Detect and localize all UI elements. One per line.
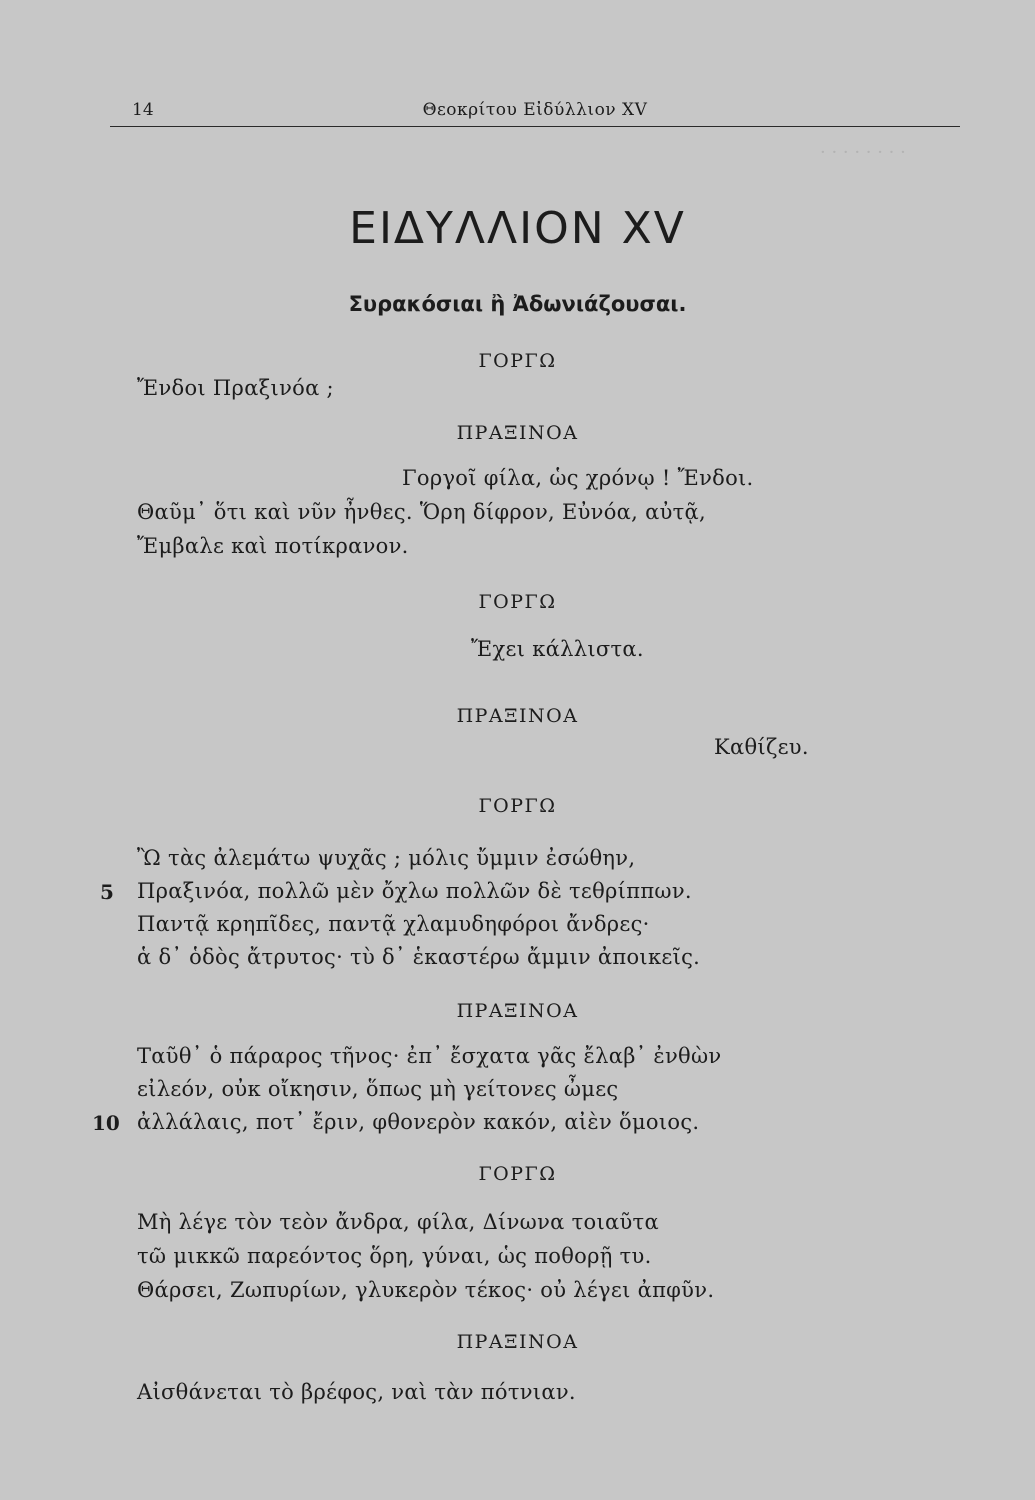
verse-line: Γοργοῖ φίλα, ὡς χρόνῳ ! Ἔνδοι. <box>402 466 754 490</box>
verse-line: Θάρσει, Ζωπυρίων, γλυκερὸν τέκος· οὐ λέγει ἀπφῦν. <box>137 1278 715 1302</box>
verse-line: ἀλλάλαις, ποτ᾽ ἔριν, φθονερὸν κακόν, αἰὲν ὅμοιος. <box>137 1110 700 1134</box>
verse-line: Ἔμβαλε καὶ ποτίκρανον. <box>137 534 409 558</box>
speaker-name: ΠΡΑΞΙΝΟΑ <box>456 422 579 444</box>
verse-line: Παντᾷ κρηπῖδες, παντᾷ χλαμυδηφόροι ἄνδρες· <box>137 912 650 936</box>
verse-line: εἰλεόν, οὐκ οἴκησιν, ὅπως μὴ γείτονες ὦμες <box>137 1077 619 1101</box>
idyll-subtitle: Συρακόσιαι ἢ Ἀδωνιάζουσαι. <box>348 292 687 316</box>
verse-line: τῶ μικκῶ παρεόντος ὅρη, γύναι, ὡς ποθορῇ τυ. <box>137 1244 652 1268</box>
verse-line: Θαῦμ᾽ ὅτι καὶ νῦν ἦνθες. Ὅρη δίφρον, Εὐνόα, αὐτᾷ, <box>137 500 707 524</box>
running-title: Θεοκρίτου Εἰδύλλιον XV <box>422 100 648 120</box>
idyll-title: ΕΙΔΥΛΛΙΟΝ XV <box>349 203 686 254</box>
speaker-name: ΠΡΑΞΙΝΟΑ <box>456 1331 579 1353</box>
speaker-name: ΠΡΑΞΙΝΟΑ <box>456 705 579 727</box>
verse-line: Ἔχει κάλλιστα. <box>471 637 644 661</box>
verse-line: Ταῦθ᾽ ὁ πάραρος τῆνος· ἐπ᾽ ἔσχατα γᾶς ἔλαβ᾽ ἐνθὼν <box>137 1044 722 1068</box>
speaker-name: ΓΟΡΓΩ <box>478 350 557 372</box>
show-through-text: · · · · · · · · <box>820 142 906 163</box>
running-header <box>110 96 960 127</box>
verse-line: Μὴ λέγε τὸν τεὸν ἄνδρα, φίλα, Δίνωνα τοιαῦτα <box>137 1210 659 1234</box>
verse-line: Καθίζευ. <box>714 735 809 759</box>
speaker-name: ΓΟΡΓΩ <box>478 1163 557 1185</box>
verse-line: Πραξινόα, πολλῶ μὲν ὄχλω πολλῶν δὲ τεθρίππων. <box>137 879 692 903</box>
speaker-name: ΠΡΑΞΙΝΟΑ <box>456 1000 579 1022</box>
verse-line: Ἔνδοι Πραξινόα ; <box>137 376 334 400</box>
page-number: 14 <box>132 100 154 120</box>
line-number: 10 <box>92 1111 120 1135</box>
line-number: 5 <box>100 880 114 904</box>
verse-line: Αἰσθάνεται τὸ βρέφος, ναὶ τὰν πότνιαν. <box>137 1380 576 1404</box>
speaker-name: ΓΟΡΓΩ <box>478 591 557 613</box>
speaker-name: ΓΟΡΓΩ <box>478 795 557 817</box>
verse-line: ἁ δ᾽ ὁδὸς ἄτρυτος· τὺ δ᾽ ἑκαστέρω ἄμμιν ἀποικεῖς. <box>137 945 701 969</box>
verse-line: Ὢ τὰς ἀλεμάτω ψυχᾶς ; μόλις ὔμμιν ἐσώθην, <box>137 846 636 870</box>
